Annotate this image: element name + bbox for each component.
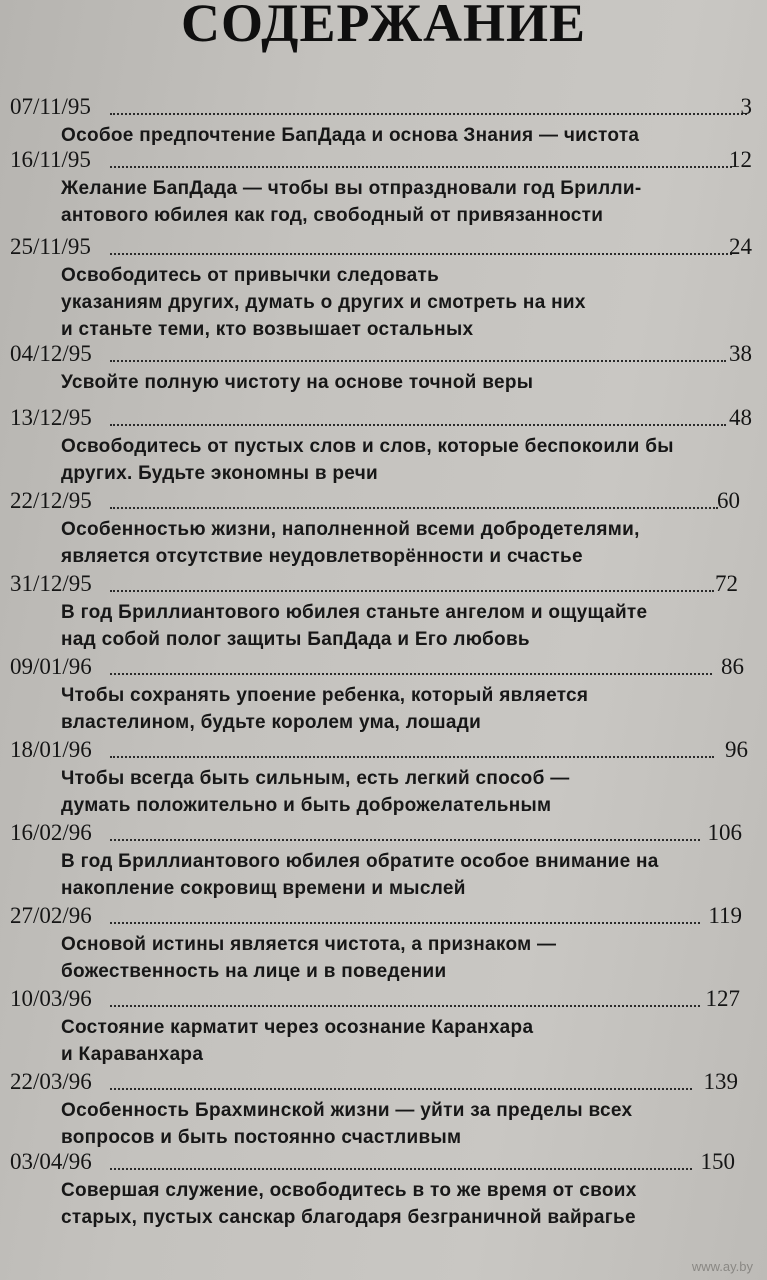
toc-entry bbox=[0, 818, 767, 902]
entry-title bbox=[61, 433, 767, 487]
entry-title bbox=[61, 599, 767, 653]
entry-date: 31/12/95 bbox=[10, 571, 92, 596]
entry-title-line: является отсутствие неудовлетворённости и счастье bbox=[61, 546, 583, 567]
toc-entry bbox=[0, 339, 767, 396]
entry-date: 10/03/96 bbox=[10, 986, 92, 1011]
entry-title-line: думать положительно и быть доброжелательным bbox=[61, 795, 552, 816]
toc-entry bbox=[0, 92, 767, 149]
entry-date: 07/11/95 bbox=[10, 94, 91, 119]
entry-title bbox=[61, 1014, 767, 1068]
toc-entry-header bbox=[0, 145, 767, 175]
toc-entry bbox=[0, 901, 767, 985]
toc-entry bbox=[0, 569, 767, 653]
toc-entry-header bbox=[0, 1147, 767, 1177]
entry-page-number: 12 bbox=[729, 147, 752, 172]
dot-leader bbox=[110, 164, 732, 168]
toc-entry-header bbox=[0, 984, 767, 1014]
toc-entry-header bbox=[0, 92, 767, 122]
entry-page-number: 86 bbox=[721, 654, 744, 679]
entry-title bbox=[61, 262, 767, 343]
entry-date: 04/12/95 bbox=[10, 341, 92, 366]
toc-entry bbox=[0, 145, 767, 229]
entry-title bbox=[61, 765, 767, 819]
entry-title bbox=[61, 1177, 767, 1231]
toc-entry-header bbox=[0, 1067, 767, 1097]
dot-leader bbox=[110, 1003, 700, 1007]
dot-leader bbox=[110, 837, 700, 841]
toc-entry-header bbox=[0, 901, 767, 931]
toc-entry bbox=[0, 1147, 767, 1231]
page-title: СОДЕРЖАНИЕ bbox=[181, 0, 586, 53]
toc-entry-header bbox=[0, 735, 767, 765]
entry-title-line: антового юбилея как год, свободный от привязанности bbox=[61, 205, 604, 226]
entry-title-line: Чтобы сохранять упоение ребенка, который является bbox=[61, 685, 589, 706]
toc-entry-header bbox=[0, 652, 767, 682]
entry-title-line: старых, пустых санскар благодаря безграничной вайрагье bbox=[61, 1207, 636, 1228]
entry-page-number: 139 bbox=[703, 1069, 738, 1094]
dot-leader bbox=[110, 671, 712, 675]
entry-title-line: Совершая служение, освободитесь в то же время от своих bbox=[61, 1180, 637, 1201]
entry-page-number: 119 bbox=[708, 903, 742, 928]
watermark: www.ay.by bbox=[691, 1259, 753, 1274]
entry-title-line: Особенность Брахминской жизни — уйти за пределы всех bbox=[61, 1100, 633, 1121]
toc-entry bbox=[0, 486, 767, 570]
entry-title-line: Желание БапДада — чтобы вы отпраздновали год Брилли- bbox=[61, 178, 642, 199]
entry-title-line: Состояние карматит через осознание Каранхара bbox=[61, 1017, 534, 1038]
entry-page-number: 72 bbox=[715, 571, 738, 596]
entry-title-line: В год Бриллиантового юбилея обратите особое внимание на bbox=[61, 851, 659, 872]
entry-title bbox=[61, 682, 767, 736]
toc-entry bbox=[0, 1067, 767, 1151]
entry-title bbox=[61, 175, 767, 229]
dot-leader bbox=[110, 251, 732, 255]
entry-title bbox=[61, 516, 767, 570]
toc-entry bbox=[0, 735, 767, 819]
toc-entry-header bbox=[0, 232, 767, 262]
entry-title-line: над собой полог защиты БапДада и Его любовь bbox=[61, 629, 530, 650]
entry-page-number: 48 bbox=[729, 405, 752, 430]
entry-title-line: божественность на лице и в поведении bbox=[61, 961, 447, 982]
entry-title-line: и Караванхара bbox=[61, 1044, 204, 1065]
dot-leader bbox=[110, 1086, 692, 1090]
entry-title-line: указаниям других, думать о других и смотреть на них bbox=[61, 292, 586, 313]
entry-page-number: 150 bbox=[700, 1149, 735, 1174]
entry-title-line: Основой истины является чистота, а признаком — bbox=[61, 934, 557, 955]
entry-title-line: накопление сокровищ времени и мыслей bbox=[61, 878, 466, 899]
entry-page-number: 127 bbox=[705, 986, 740, 1011]
entry-date: 18/01/96 bbox=[10, 737, 92, 762]
entry-date: 16/02/96 bbox=[10, 820, 92, 845]
toc-entry-header bbox=[0, 818, 767, 848]
toc-entry bbox=[0, 652, 767, 736]
entry-date: 16/11/95 bbox=[10, 147, 91, 172]
entry-date: 09/01/96 bbox=[10, 654, 92, 679]
dot-leader bbox=[110, 111, 747, 115]
entry-page-number: 38 bbox=[729, 341, 752, 366]
dot-leader bbox=[110, 358, 726, 362]
entry-title-line: Освободитесь от пустых слов и слов, которые беспокоили бы bbox=[61, 436, 674, 457]
entry-page-number: 96 bbox=[725, 737, 748, 762]
dot-leader bbox=[110, 505, 718, 509]
entry-date: 22/12/95 bbox=[10, 488, 92, 513]
dot-leader bbox=[110, 920, 700, 924]
toc-entry bbox=[0, 232, 767, 343]
entry-date: 13/12/95 bbox=[10, 405, 92, 430]
dot-leader bbox=[110, 1166, 692, 1170]
entry-date: 27/02/96 bbox=[10, 903, 92, 928]
entry-title-line: Особенностью жизни, наполненной всеми добродетелями, bbox=[61, 519, 640, 540]
entry-title-line: В год Бриллиантового юбилея станьте ангелом и ощущайте bbox=[61, 602, 648, 623]
entry-title bbox=[61, 1097, 767, 1151]
entry-title-line: других. Будьте экономны в речи bbox=[61, 463, 379, 484]
entry-title-line: Освободитесь от привычки следовать bbox=[61, 265, 440, 286]
entry-page-number: 60 bbox=[717, 488, 740, 513]
entry-date: 03/04/96 bbox=[10, 1149, 92, 1174]
entry-title-line: и станьте теми, кто возвышает остальных bbox=[61, 319, 474, 340]
dot-leader bbox=[110, 754, 714, 758]
entry-page-number: 24 bbox=[729, 234, 752, 259]
entry-date: 25/11/95 bbox=[10, 234, 91, 259]
toc-entry-header bbox=[0, 569, 767, 599]
entry-title bbox=[61, 848, 767, 902]
entry-title-line: Усвойте полную чистоту на основе точной веры bbox=[61, 372, 534, 393]
entry-page-number: 106 bbox=[707, 820, 742, 845]
dot-leader bbox=[110, 588, 714, 592]
toc-entry-header bbox=[0, 486, 767, 516]
toc-entry bbox=[0, 984, 767, 1068]
entry-date: 22/03/96 bbox=[10, 1069, 92, 1094]
toc-entry-header bbox=[0, 339, 767, 369]
toc-entry-header bbox=[0, 403, 767, 433]
entry-title-line: Особое предпочтение БапДада и основа Знания — чистота bbox=[61, 125, 640, 146]
entry-title-line: Чтобы всегда быть сильным, есть легкий способ — bbox=[61, 768, 570, 789]
entry-title bbox=[61, 931, 767, 985]
entry-title bbox=[61, 369, 767, 396]
entry-title-line: властелином, будьте королем ума, лошади bbox=[61, 712, 482, 733]
toc-entry bbox=[0, 403, 767, 487]
entry-title-line: вопросов и быть постоянно счастливым bbox=[61, 1127, 462, 1148]
entry-page-number: 3 bbox=[740, 94, 752, 119]
dot-leader bbox=[110, 422, 726, 426]
